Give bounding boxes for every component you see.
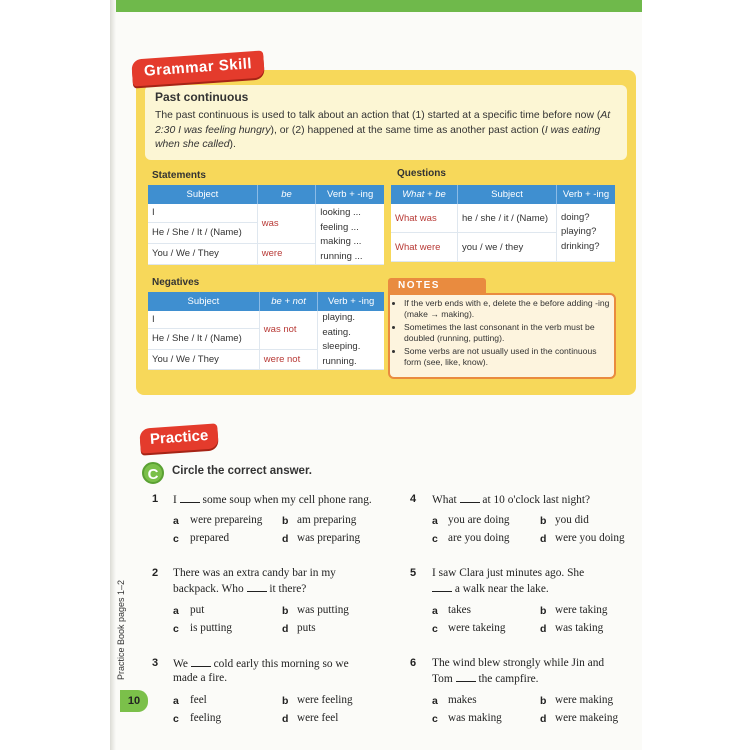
q2-option-b[interactable]: was putting (297, 604, 349, 616)
q4-option-a[interactable]: you are doing (448, 514, 510, 526)
q4-letter-b: b (540, 515, 547, 527)
q3-option-a[interactable]: feel (190, 694, 207, 706)
notes-item-3: • Some verbs are not usually used in the continuous form (see, like, know). (404, 346, 612, 368)
grammar-skill-banner: Grammar Skill (131, 50, 265, 86)
statements-subject-1: I (148, 204, 257, 222)
questions-title: Questions (397, 168, 446, 179)
questions-header-verb: Verb + -ing (557, 185, 616, 204)
q1-option-d[interactable]: was preparing (297, 532, 361, 544)
q6-letter-a: a (432, 695, 438, 707)
q4-option-b[interactable]: you did (555, 514, 589, 526)
notes-box (388, 293, 616, 379)
outer-margin-right (642, 0, 750, 750)
q2-option-a[interactable]: put (190, 604, 205, 616)
questions-wh-2: What were (391, 233, 458, 262)
negatives-subject-3: You / We / They (148, 349, 259, 369)
q6-letter-b: b (540, 695, 547, 707)
q5-letter-b: b (540, 605, 547, 617)
q6-letter-d: d (540, 713, 547, 725)
q5-option-a[interactable]: takes (448, 604, 471, 616)
statements-title: Statements (152, 170, 206, 181)
statements-subject-2: He / She / It / (Name) (148, 222, 257, 243)
statements-be-3: were (257, 243, 315, 264)
q5-stem-line2: a walk near the lake. (432, 582, 549, 595)
q1-option-a[interactable]: were prepareing (190, 514, 263, 526)
q1-letter-d: d (282, 533, 289, 545)
q4-option-d[interactable]: were you doing (555, 532, 625, 544)
grammar-banner-wrap (132, 55, 264, 82)
q6-stem-line2: Tom the campfire. (432, 673, 539, 685)
statements-header-subject: Subject (148, 185, 257, 204)
task-letter-badge: C (142, 462, 164, 484)
q1-stem: I some soup when my cell phone rang. (173, 494, 372, 506)
q4-option-c[interactable]: are you doing (448, 532, 510, 544)
q6-option-b[interactable]: were making (555, 694, 614, 706)
q1-number: 1 (152, 493, 159, 505)
q1-letter-c: c (173, 533, 179, 545)
notes-item-1: • If the verb ends with e, delete the e before adding -ing (make → making). (404, 298, 612, 320)
negatives-verbs: playing. eating. sleeping. running. (318, 311, 384, 370)
page-number: 10 (120, 690, 148, 712)
q2-number: 2 (152, 567, 159, 579)
q3-option-b[interactable]: were feeling (297, 694, 353, 706)
outer-margin-left (0, 0, 110, 750)
q5-letter-c: c (432, 623, 438, 635)
book-page (110, 0, 642, 750)
q2-stem-line1: There was an extra candy bar in my (173, 567, 336, 579)
negatives-subject-2: He / She / It / (Name) (148, 329, 259, 349)
q5-stem-line1: I saw Clara just minutes ago. She (432, 567, 585, 579)
negatives-header-subject: Subject (148, 292, 259, 311)
q4-stem: What at 10 o'clock last night? (432, 494, 591, 506)
q5-option-d[interactable]: was taking (555, 622, 604, 634)
q3-letter-a: a (173, 695, 179, 707)
q3-letter-b: b (282, 695, 289, 707)
negatives-title: Negatives (152, 277, 200, 288)
practice-banner-wrap (140, 426, 218, 451)
q6-option-d[interactable]: were makeing (555, 712, 619, 724)
notes-title: NOTES (388, 278, 486, 293)
q3-letter-c: c (173, 713, 179, 725)
q6-option-a[interactable]: makes (448, 694, 477, 706)
grammar-explanation: The past continuous is used to talk about an action that (1) started at a specific time before now (At 2:30 I was feeling hungry), or (2) happened at the same time as another past action (I was eating when she called). (155, 110, 611, 150)
q2-option-d[interactable]: puts (297, 622, 316, 634)
q2-letter-a: a (173, 605, 179, 617)
q3-stem-line1: We cold early this morning so we (173, 658, 349, 670)
q6-option-c[interactable]: was making (448, 712, 502, 724)
q3-letter-d: d (282, 713, 289, 725)
q4-letter-d: d (540, 533, 547, 545)
negatives-be-1: was not (259, 311, 318, 349)
questions-subject-1: he / she / it / (Name) (458, 204, 557, 233)
questions-verbs: doing? playing? drinking? (557, 204, 616, 262)
q3-option-d[interactable]: were feel (297, 712, 339, 724)
q2-stem-line2: backpack. Who it there? (173, 583, 307, 595)
q6-number: 6 (410, 657, 417, 669)
statements-verbs: looking ... feeling ... making ... running ... (316, 204, 384, 265)
q4-number: 4 (410, 493, 417, 505)
statements-header-verb: Verb + -ing (316, 185, 384, 204)
negatives-table (148, 292, 384, 370)
q6-stem-line1: The wind blew strongly while Jin and (432, 657, 605, 669)
q1-letter-a: a (173, 515, 179, 527)
q4-letter-a: a (432, 515, 438, 527)
negatives-be-3: were not (259, 349, 318, 369)
questions-table (391, 185, 615, 262)
notes-item-2: • Sometimes the last consonant in the verb must be doubled (running, putting). (404, 322, 612, 344)
questions-header-subject: Subject (458, 185, 557, 204)
q5-option-c[interactable]: were takeing (448, 622, 506, 634)
q1-option-b[interactable]: am preparing (297, 514, 357, 526)
q3-number: 3 (152, 657, 159, 669)
statements-subject-3: You / We / They (148, 243, 257, 264)
q2-option-c[interactable]: is putting (190, 622, 232, 634)
q4-letter-c: c (432, 533, 438, 545)
grammar-title: Past continuous (155, 90, 249, 104)
questions-header-wh: What + be (391, 185, 458, 204)
task-instruction: Circle the correct answer. (172, 465, 312, 477)
q1-letter-b: b (282, 515, 289, 527)
statements-header-be: be (257, 185, 315, 204)
negatives-header-verb: Verb + -ing (318, 292, 384, 311)
top-curve (110, 12, 642, 52)
statements-be-1: was (257, 204, 315, 243)
questions-wh-1: What was (391, 204, 458, 233)
q5-number: 5 (410, 567, 417, 579)
statements-table (148, 185, 384, 265)
q2-letter-d: d (282, 623, 289, 635)
q1-option-c[interactable]: prepared (190, 532, 230, 544)
negatives-header-be: be + not (259, 292, 318, 311)
q5-letter-d: d (540, 623, 547, 635)
negatives-subject-1: I (148, 311, 259, 329)
practice-banner: Practice (139, 423, 219, 453)
questions-subject-2: you / we / they (458, 233, 557, 262)
q3-option-c[interactable]: feeling (190, 712, 222, 724)
q2-letter-c: c (173, 623, 179, 635)
q5-option-b[interactable]: were taking (555, 604, 608, 616)
q2-letter-b: b (282, 605, 289, 617)
q5-letter-a: a (432, 605, 438, 617)
q6-letter-c: c (432, 713, 438, 725)
q3-stem-line2: made a fire. (173, 672, 228, 684)
side-practice-book-label: Practice Book pages 1–2 (116, 579, 126, 680)
